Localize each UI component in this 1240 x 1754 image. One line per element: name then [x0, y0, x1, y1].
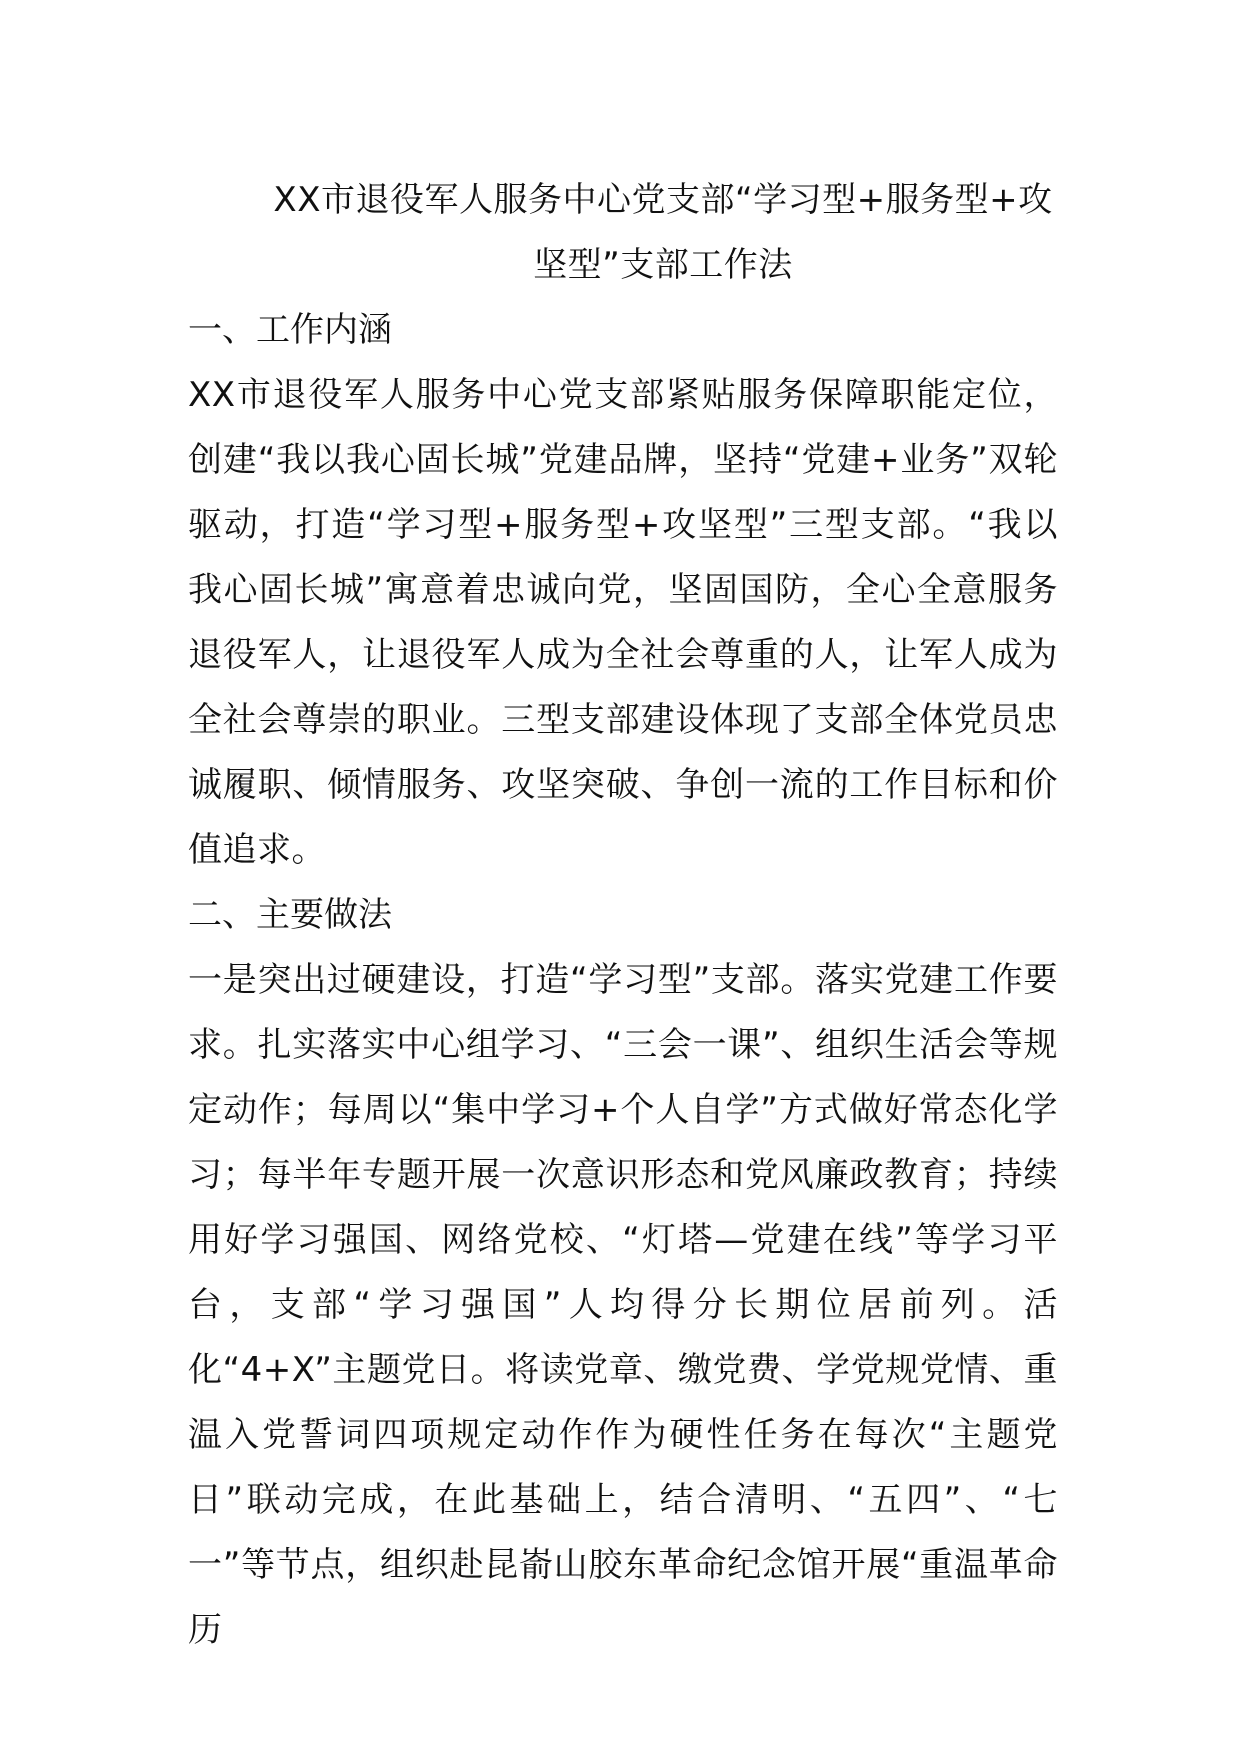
section-paragraph-practices: 一是突出过硬建设，打造“学习型”支部。落实党建工作要求。扎实落实中心组学习、“三会一课”、组织生活会等规定动作；每周以“集中学习+个人自学”方式做好常态化学习；每半年专题开展一次意识形态和党风廉政教育；持续用好学习强国、网络党校、“灯塔—党建在线”等学习平台，支部“学习强国”人均得分长期位居前列。活化“4+X”主题党日。将读党章、缴党费、学党规党情、重温入党誓词四项规定动作作为硬性任务在每次“主题党日”联动完成，在此基础上，结合清明、“五四”、“七一”等节点，组织赴昆嵛山胶东革命纪念馆开展“重温革命历	[188, 960, 1058, 1650]
section-paragraph-connotation: XX市退役军人服务中心党支部紧贴服务保障职能定位，创建“我以我心固长城”党建品牌，坚持“党建+业务”双轮驱动，打造“学习型+服务型+攻坚型”三型支部。“我以我心固长城”寓意着忠诚向党，坚固国防，全心全意服务退役军人，让退役军人成为全社会尊重的人，让军人成为全社会尊崇的职业。三型支部建设体现了支部全体党员忠诚履职、倾情服务、攻坚突破、争创一流的工作目标和价值追求。	[188, 375, 1058, 870]
document-title: XX市退役军人服务中心党支部“学习型+服务型+攻坚型”支部工作法	[273, 180, 1053, 285]
section-heading-connotation: 一、工作内涵	[188, 310, 392, 350]
section-heading-practices: 二、主要做法	[188, 895, 392, 935]
document-body	[188, 168, 1058, 1663]
